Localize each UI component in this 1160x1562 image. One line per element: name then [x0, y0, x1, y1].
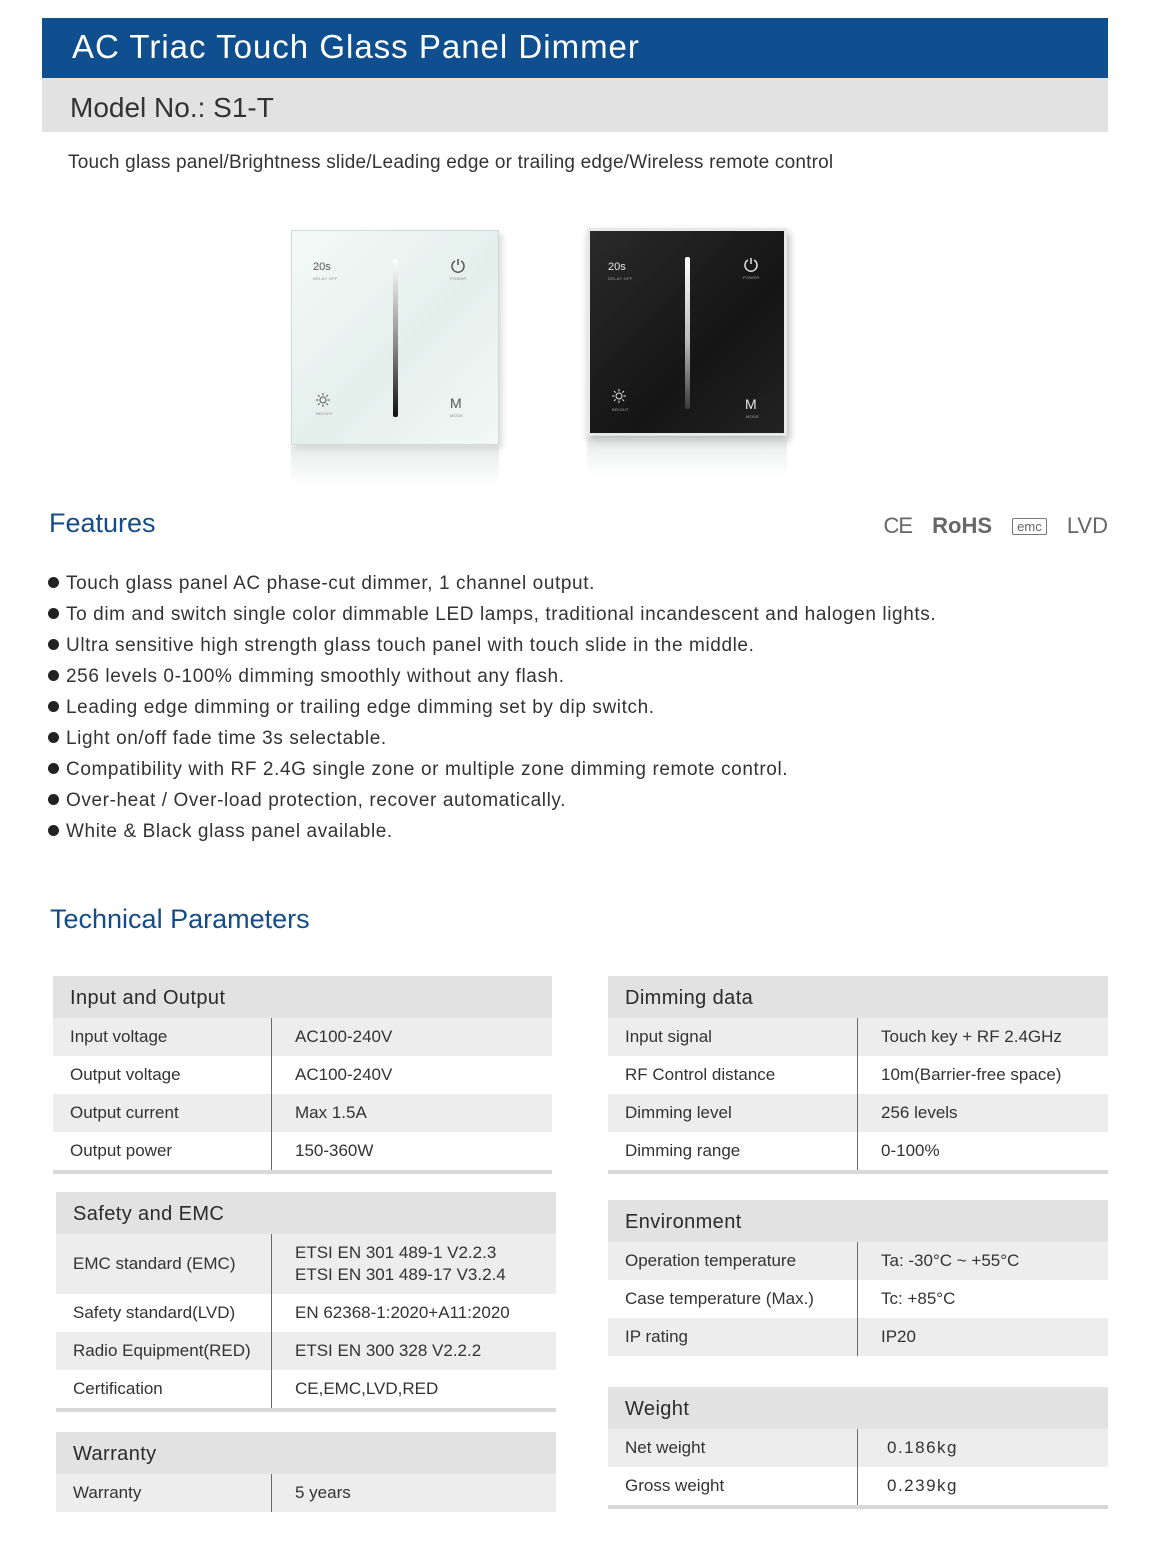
- lvd-mark: LVD: [1066, 513, 1108, 539]
- table-row: Output power 150-360W: [53, 1132, 552, 1170]
- table-row: IP rating IP20: [608, 1318, 1108, 1356]
- table-row: Net weight 0.186kg: [608, 1429, 1108, 1467]
- list-item: Light on/off fade time 3s selectable.: [48, 725, 936, 756]
- warranty-table: [56, 1432, 556, 1512]
- warranty-table-title: Warranty: [56, 1432, 556, 1474]
- table-row: Case temperature (Max.) Tc: +85°C: [608, 1280, 1108, 1318]
- io-table: [53, 976, 552, 1174]
- table-row: Operation temperature Ta: -30°C ~ +55°C: [608, 1242, 1108, 1280]
- timer-caption: DELAY OFF: [313, 276, 338, 281]
- weight-table-title: Weight: [608, 1387, 1108, 1429]
- bright-caption: BRIGHT: [316, 411, 333, 416]
- list-item: Over-heat / Over-load protection, recover automatically.: [48, 787, 936, 818]
- list-item: Ultra sensitive high strength glass touch panel with touch slide in the middle.: [48, 632, 936, 663]
- bullet-icon: [48, 794, 59, 805]
- dimming-table-title: Dimming data: [608, 976, 1108, 1018]
- table-row: Gross weight 0.239kg: [608, 1467, 1108, 1505]
- environment-table-title: Environment: [608, 1200, 1108, 1242]
- page-title: AC Triac Touch Glass Panel Dimmer: [42, 18, 1108, 78]
- table-row: Input signal Touch key + RF 2.4GHz: [608, 1018, 1108, 1056]
- table-row: Radio Equipment(RED) ETSI EN 300 328 V2.2.2: [56, 1332, 556, 1370]
- table-row: Dimming range 0-100%: [608, 1132, 1108, 1170]
- list-item: Touch glass panel AC phase-cut dimmer, 1 channel output.: [48, 570, 936, 601]
- emc-mark: emc: [1012, 518, 1047, 535]
- tech-heading: Technical Parameters: [50, 904, 310, 934]
- io-table-title: Input and Output: [53, 976, 552, 1018]
- timer-label: 20s: [608, 261, 626, 273]
- table-row: Dimming level 256 levels: [608, 1094, 1108, 1132]
- power-caption: POWER: [450, 276, 467, 281]
- table-row: Safety standard(LVD) EN 62368-1:2020+A11:2020: [56, 1294, 556, 1332]
- table-row: Output voltage AC100-240V: [53, 1056, 552, 1094]
- brightness-slide: [393, 259, 398, 417]
- mode-label: M: [745, 396, 757, 412]
- power-icon: [450, 257, 466, 273]
- brightness-slide: [685, 257, 690, 409]
- sun-icon: [612, 389, 626, 403]
- bullet-icon: [48, 732, 59, 743]
- mode-caption: MODE: [746, 414, 760, 419]
- certification-logos: [869, 512, 1108, 539]
- weight-table: [608, 1387, 1108, 1509]
- bullet-icon: [48, 825, 59, 836]
- black-panel-reflection: [587, 437, 787, 477]
- product-subtitle: Touch glass panel/Brightness slide/Leading edge or trailing edge/Wireless remote control: [68, 152, 834, 173]
- bullet-icon: [48, 701, 59, 712]
- bullet-icon: [48, 577, 59, 588]
- white-panel-image: [291, 230, 499, 445]
- white-panel-reflection: [291, 446, 499, 486]
- list-item: Leading edge dimming or trailing edge dimming set by dip switch.: [48, 694, 936, 725]
- table-row: Warranty 5 years: [56, 1474, 556, 1512]
- table-row: Input voltage AC100-240V: [53, 1018, 552, 1056]
- model-number: Model No.: S1-T: [42, 78, 1108, 132]
- list-item: To dim and switch single color dimmable LED lamps, traditional incandescent and halogen lights.: [48, 601, 936, 632]
- table-row: Certification CE,EMC,LVD,RED: [56, 1370, 556, 1408]
- bullet-icon: [48, 763, 59, 774]
- list-item: 256 levels 0-100% dimming smoothly without any flash.: [48, 663, 936, 694]
- list-item: White & Black glass panel available.: [48, 818, 936, 849]
- power-caption: POWER: [743, 275, 760, 280]
- dimming-table: [608, 976, 1108, 1174]
- safety-table-title: Safety and EMC: [56, 1192, 556, 1234]
- power-icon: [743, 256, 759, 272]
- environment-table: [608, 1200, 1108, 1356]
- rohs-mark: RoHS: [932, 513, 993, 539]
- timer-label: 20s: [313, 261, 331, 273]
- timer-caption: DELAY OFF: [608, 276, 633, 281]
- sun-icon: [316, 393, 330, 407]
- feature-list: [48, 570, 936, 849]
- mode-caption: MODE: [450, 413, 464, 418]
- bright-caption: BRIGHT: [612, 407, 629, 412]
- table-row: RF Control distance 10m(Barrier-free space): [608, 1056, 1108, 1094]
- ce-mark: CE: [883, 513, 912, 539]
- list-item: Compatibility with RF 2.4G single zone or multiple zone dimming remote control.: [48, 756, 936, 787]
- features-heading: Features: [49, 508, 156, 538]
- black-panel-image: [587, 228, 787, 436]
- table-row: Output current Max 1.5A: [53, 1094, 552, 1132]
- table-row: EMC standard (EMC) ETSI EN 301 489-1 V2.2.3 ETSI EN 301 489-17 V3.2.4: [56, 1234, 556, 1294]
- bullet-icon: [48, 608, 59, 619]
- safety-table: [56, 1192, 556, 1412]
- bullet-icon: [48, 670, 59, 681]
- bullet-icon: [48, 639, 59, 650]
- mode-label: M: [450, 395, 462, 411]
